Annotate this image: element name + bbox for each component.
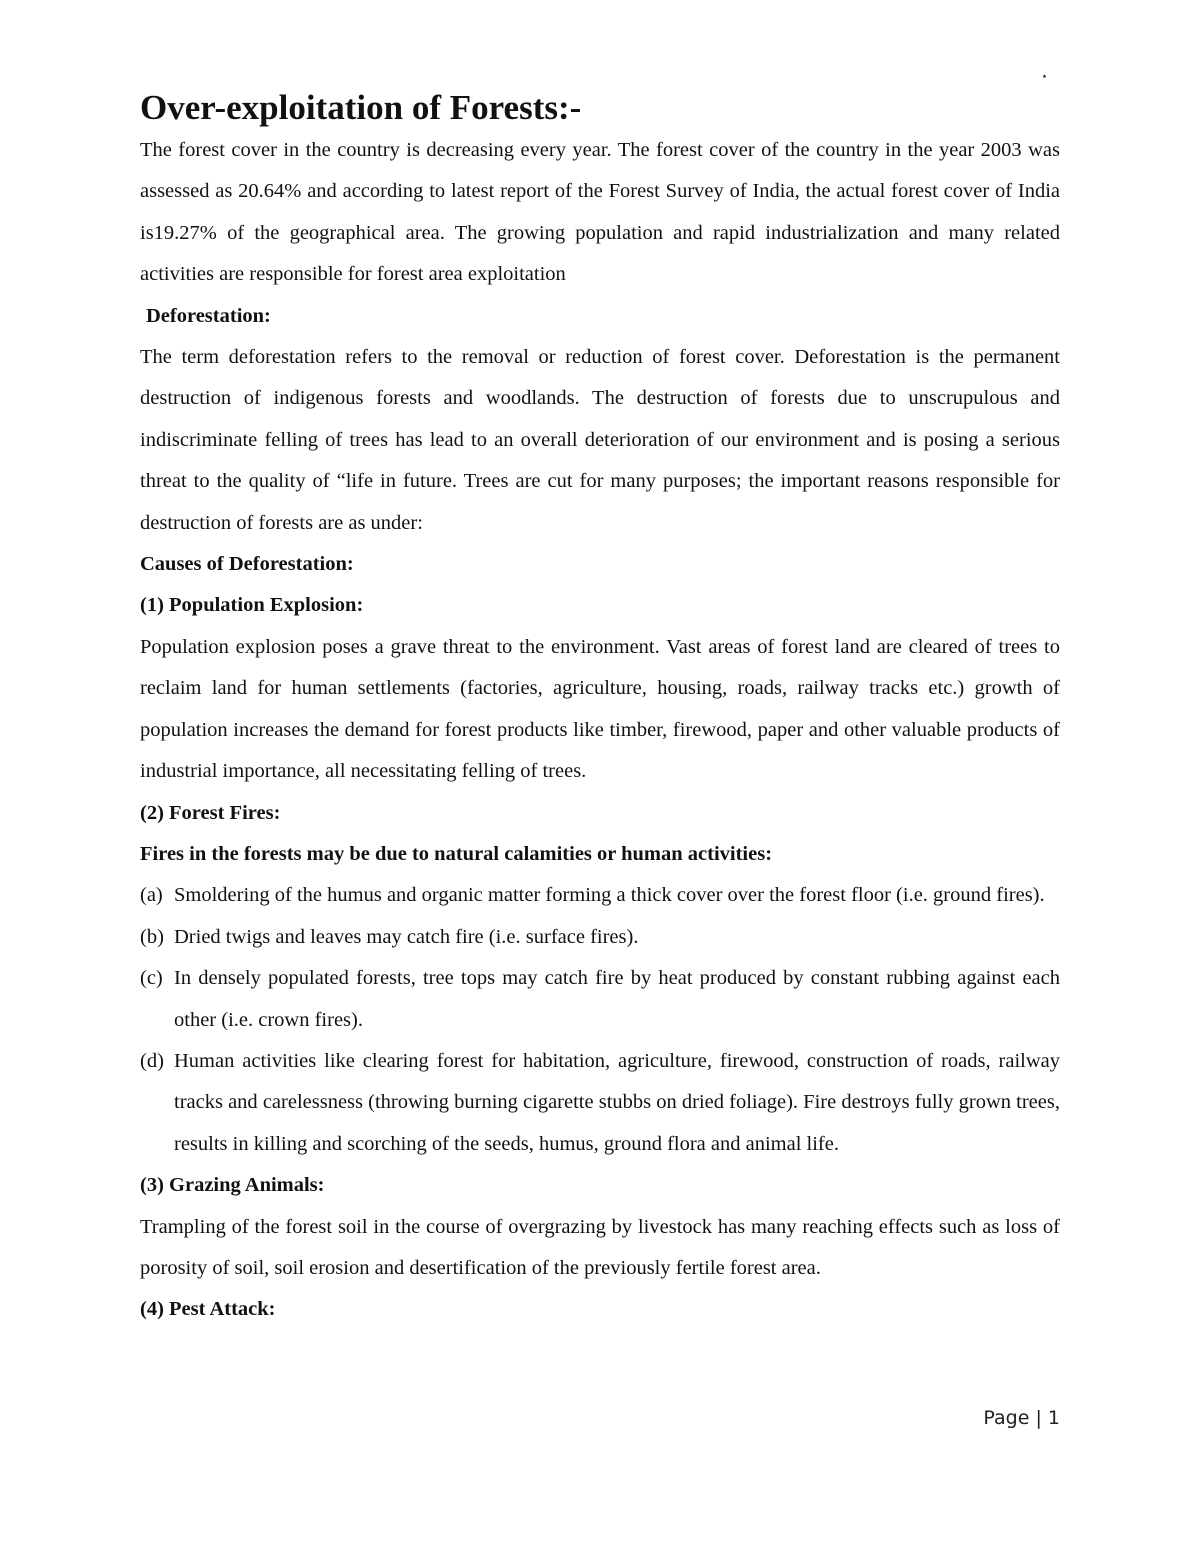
deforestation-paragraph: The term deforestation refers to the removal or reduction of forest cover. Deforestation is the permanent destruction of indigenous forests and woodlands. The destruction of forests due to unscrupulous and indiscriminate felling of trees has lead to an overall deterioration of our environment and is posing a serious threat to the quality of “life in future. Trees are cut for many purposes; the important reasons responsible for destruction of forests are as under:: [140, 346, 1060, 534]
grazing-heading: (3) Grazing Animals:: [140, 1174, 325, 1197]
list-item: [140, 1041, 1060, 1165]
deforestation-heading: Deforestation:: [146, 304, 271, 327]
fires-subheading: Fires in the forests may be due to natural calamities or human activities:: [140, 842, 773, 865]
causes-heading: Causes of Deforestation:: [140, 553, 354, 576]
page-number: Page | 1: [983, 1407, 1060, 1429]
corner-mark: ٭: [1042, 71, 1047, 81]
population-heading: (1) Population Explosion:: [140, 594, 364, 617]
list-item: [140, 958, 1060, 1041]
page-title: Over-exploitation of Forests:-: [140, 88, 582, 127]
list-marker: (a): [140, 884, 163, 907]
list-marker: (c): [140, 967, 163, 990]
document-body: [140, 86, 1060, 1331]
list-item-text: Dried twigs and leaves may catch fire (i.e. surface fires).: [174, 925, 639, 948]
list-item-text: Human activities like clearing forest for habitation, agriculture, firewood, construction of roads, railway tracks and carelessness (throwing burning cigarette stubbs on dried foliage). Fire destroys fully grown trees, results in killing and scorching of the seeds, humus, ground flora and animal life.: [174, 1049, 1060, 1155]
list-marker: (d): [140, 1049, 164, 1072]
intro-paragraph: The forest cover in the country is decreasing every year. The forest cover of the country in the year 2003 was assessed as 20.64% and according to latest report of the Forest Survey of India, the actual forest cover of India is19.27% of the geographical area. The growing population and rapid industrialization and many related activities are responsible for forest area exploitation: [140, 139, 1060, 286]
grazing-paragraph: Trampling of the forest soil in the course of overgrazing by livestock has many reaching effects such as loss of porosity of soil, soil erosion and desertification of the previously fertile forest area.: [140, 1215, 1060, 1279]
list-item-text: In densely populated forests, tree tops may catch fire by heat produced by constant rubbing against each other (i.e. crown fires).: [174, 967, 1060, 1031]
fires-heading: (2) Forest Fires:: [140, 801, 281, 824]
pest-heading: (4) Pest Attack:: [140, 1298, 276, 1321]
list-marker: (b): [140, 925, 164, 948]
list-item: [140, 875, 1060, 916]
list-item-text: Smoldering of the humus and organic matter forming a thick cover over the forest floor (i.e. ground fires).: [174, 884, 1045, 907]
list-item: [140, 917, 1060, 958]
population-paragraph: Population explosion poses a grave threat to the environment. Vast areas of forest land are cleared of trees to reclaim land for human settlements (factories, agriculture, housing, roads, railway tracks etc.) growth of population increases the demand for forest products like timber, firewood, paper and other valuable products of industrial importance, all necessitating felling of trees.: [140, 635, 1060, 783]
